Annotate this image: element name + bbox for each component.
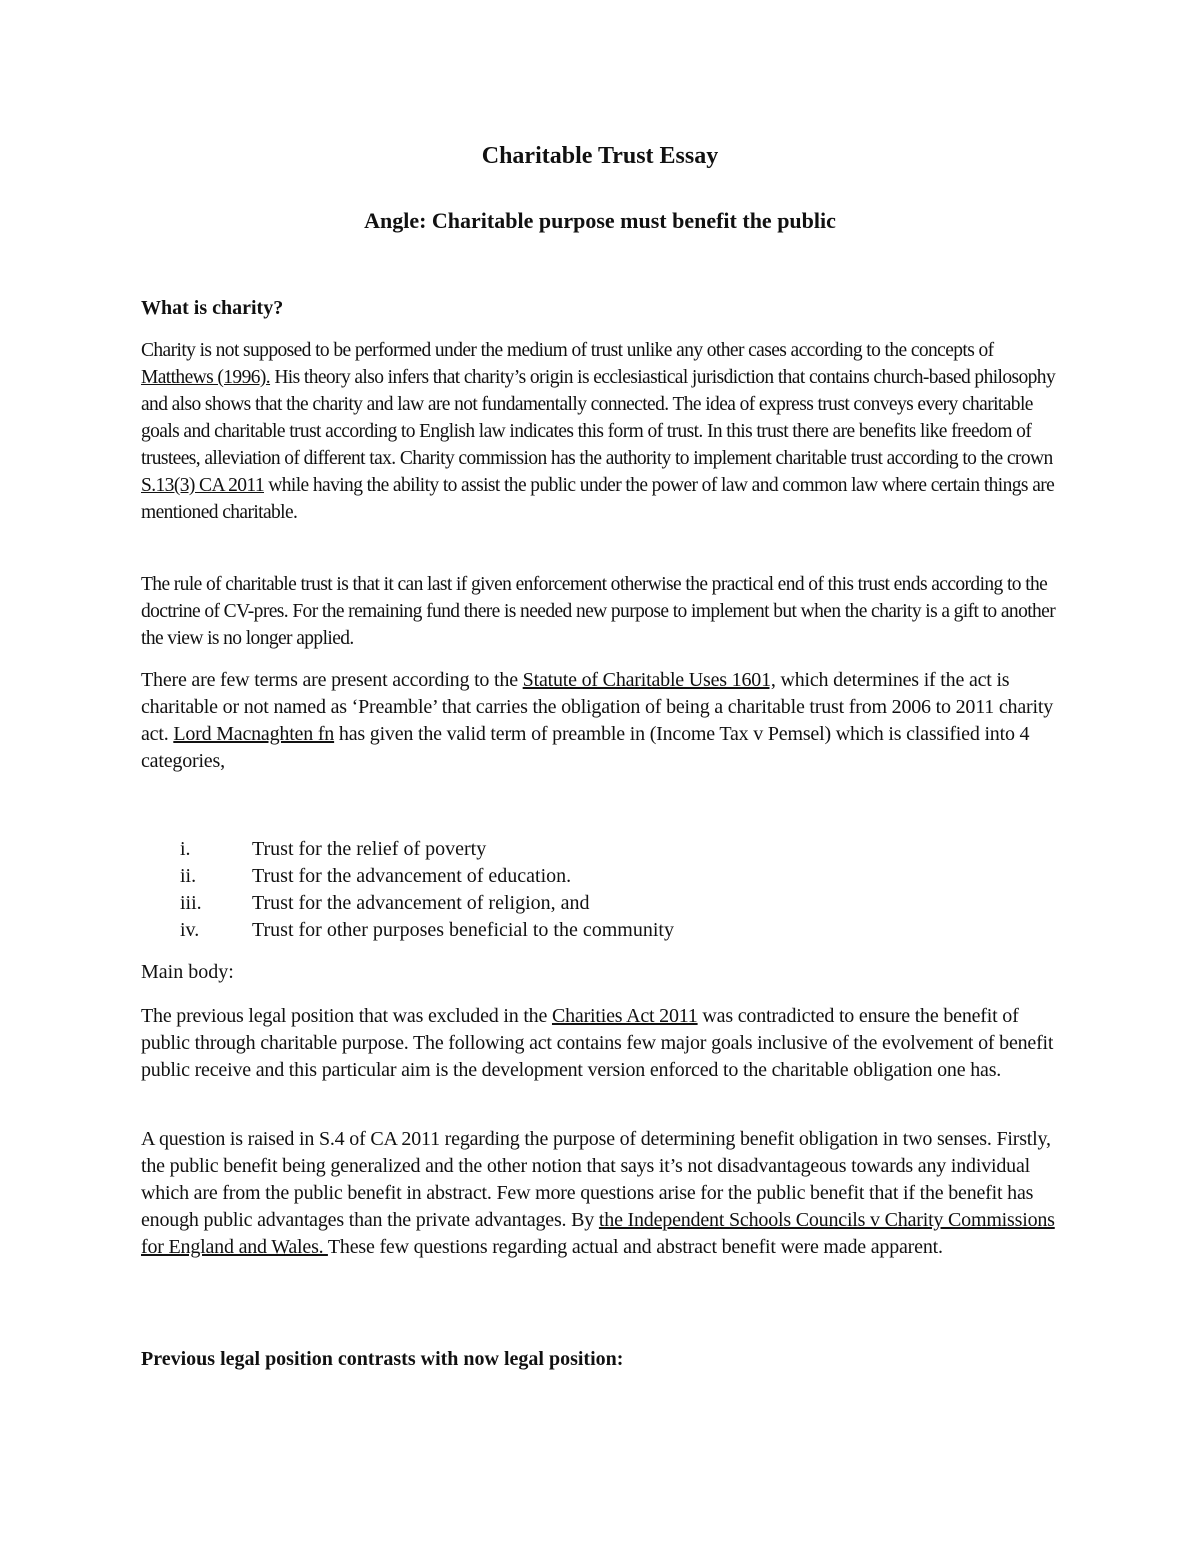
paragraph-3 (141, 667, 1061, 775)
paragraph-5-text-b: These few questions regarding actual and abstract benefit were made apparent. (327, 1236, 943, 1258)
reference-matthews: Matthews (1996). (141, 367, 271, 388)
list-item-text: Trust for the relief of poverty (252, 838, 487, 860)
reference-s13-ca-2011: S.13(3) CA 2011 (141, 475, 264, 496)
reference-statute-1601: Statute of Charitable Uses 1601, (522, 669, 776, 691)
document-subtitle: Angle: Charitable purpose must benefit the public (364, 208, 836, 233)
list-item (180, 836, 674, 863)
paragraph-2: The rule of charitable trust is that it can last if given enforcement otherwise the practical end of this trust ends according to the doctrine of CV-pres. For the remaining fund there is needed new purpose to implement but when the charity is a gift to another the view is no longer applied. (141, 574, 1056, 649)
paragraph-4-text-b: was contradicted to ensure the benefit of public through charitable purpose. The following act contains few major goals inclusive of the evolvement of benefit public receive and this particular aim is the development version enforced to the charitable obligation one has. (141, 1005, 1054, 1081)
list-item-number: iii. (180, 892, 202, 914)
paragraph-3-text-a: There are few terms are present according to the (141, 669, 523, 691)
paragraph-1-text-b: His theory also infers that charity’s origin is ecclesiastical jurisdiction that contains church-based philosophy and also shows that the charity and law are not fundamentally connected. The idea of express trust conveys every charitable goals and charitable trust according to English law indicates this form of trust. In this trust there are benefits like freedom of trustees, alleviation of different tax. Charity commission has the authority to implement charitable trust according to the crown (141, 367, 1056, 469)
paragraph-5 (141, 1126, 1061, 1261)
heading-previous-legal-position: Previous legal position contrasts with now legal position: (141, 1348, 624, 1370)
heading-main-body: Main body: (141, 961, 234, 983)
paragraph-1-text-a: Charity is not supposed to be performed under the medium of trust unlike any other cases according to the concepts of (141, 340, 994, 361)
list-item (180, 917, 674, 944)
reference-lord-macnaghten: Lord Macnaghten fn (173, 723, 335, 745)
paragraph-4-text-a: The previous legal position that was excluded in the (141, 1005, 552, 1027)
document-title: Charitable Trust Essay (481, 143, 719, 169)
paragraph-1 (141, 337, 1061, 526)
heading-what-is-charity: What is charity? (141, 297, 284, 319)
list-item-text: Trust for the advancement of religion, and (252, 892, 590, 914)
list-item (180, 890, 674, 917)
paragraph-1-text-c: while having the ability to assist the public under the power of law and common law where certain things are mentioned charitable. (141, 475, 1055, 523)
list-item-text: Trust for the advancement of education. (252, 865, 572, 887)
reference-independent-schools: the Independent Schools Councils v Charity Commissions for England and Wales. (141, 1209, 1055, 1258)
categories-list (180, 836, 674, 944)
list-item-text: Trust for other purposes beneficial to the community (252, 919, 674, 941)
paragraph-3-text-c: has given the valid term of preamble in (Income Tax v Pemsel) which is classified into 4 categories, (141, 723, 1030, 772)
paragraph-4 (141, 1003, 1061, 1084)
paragraph-3-text-b: which determines if the act is charitable or not named as ‘Preamble’ that carries the obligation of being a charitable trust from 2006 to 2011 charity act. (141, 669, 1053, 745)
reference-charities-act-2011: Charities Act 2011 (551, 1005, 698, 1027)
list-item-number: ii. (180, 865, 197, 887)
list-item-number: i. (180, 838, 191, 860)
paragraph-5-text-a: A question is raised in S.4 of CA 2011 regarding the purpose of determining benefit obligation in two senses. Firstly, the public benefit being generalized and the other notion that says it’s not disadvantageous towards any individual which are from the public benefit in abstract. Few more questions arise for the public benefit that if the benefit has enough public advantages than the private advantages. By (141, 1128, 1051, 1231)
list-item-number: iv. (180, 919, 200, 941)
list-item (180, 863, 674, 890)
